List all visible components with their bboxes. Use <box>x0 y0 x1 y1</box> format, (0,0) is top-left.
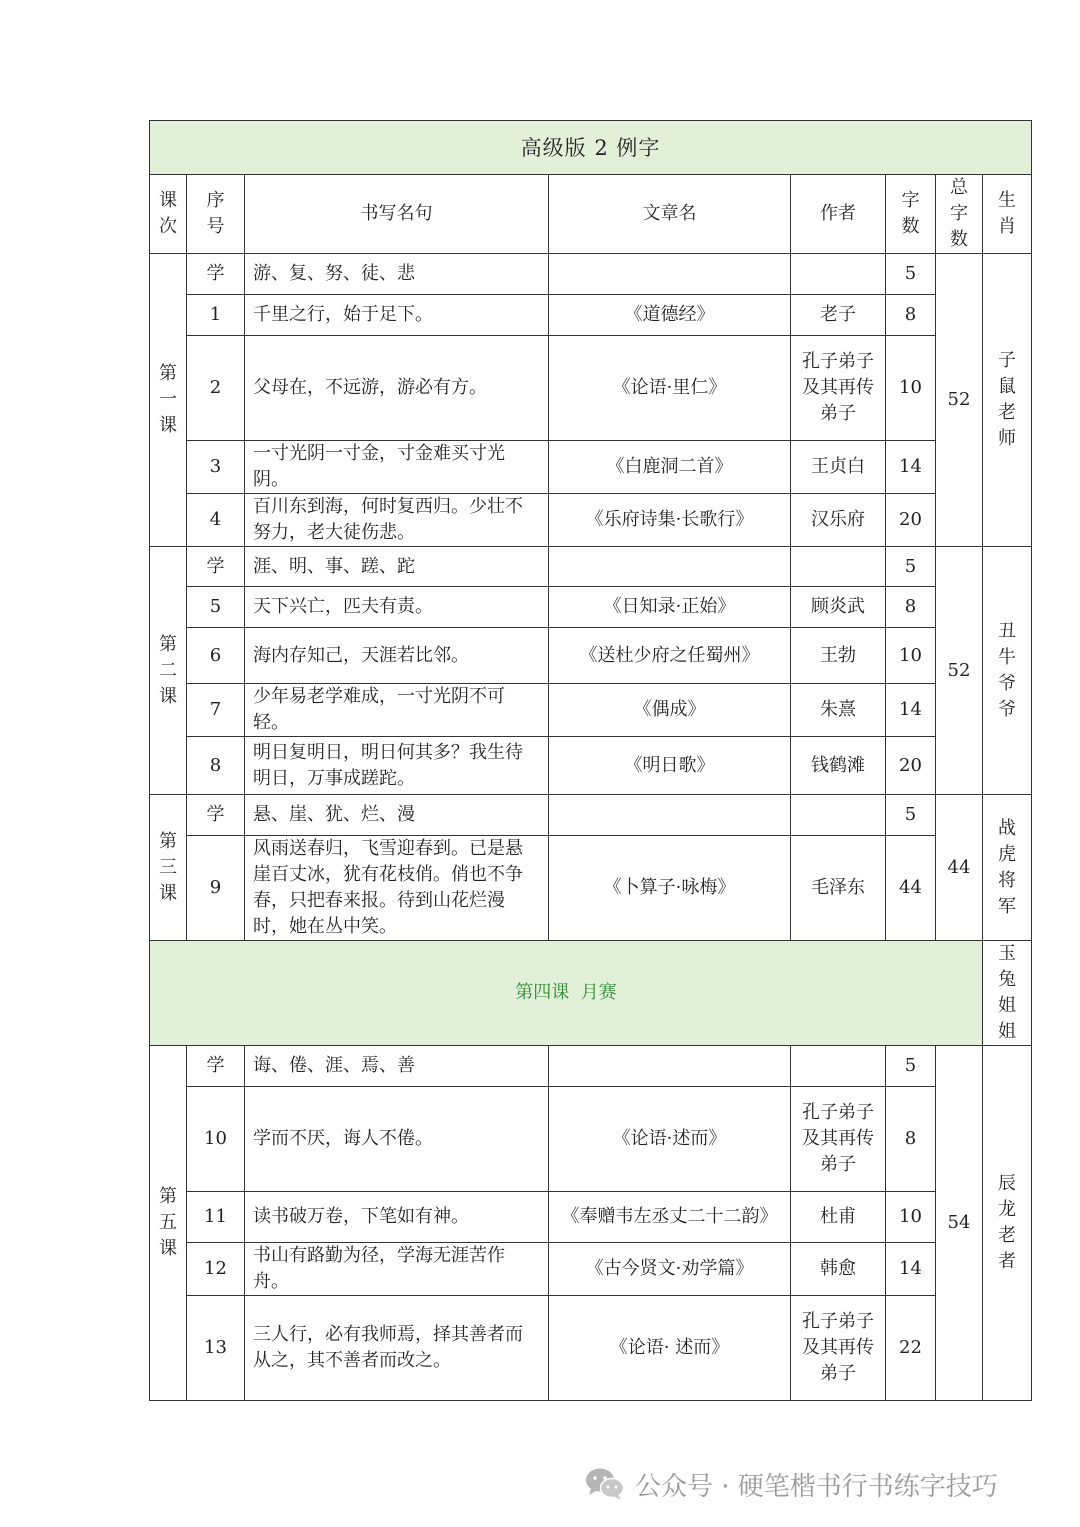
seq-cell: 8 <box>187 737 245 795</box>
table-row <box>150 684 1032 737</box>
count-cell: 10 <box>886 628 936 684</box>
article-cell: 《乐府诗集·长歌行》 <box>549 494 791 547</box>
article-cell <box>549 547 791 587</box>
table-row <box>150 254 1032 295</box>
table-row <box>150 836 1032 941</box>
count-cell: 44 <box>886 836 936 941</box>
seq-cell: 12 <box>187 1243 245 1296</box>
table-row <box>150 628 1032 684</box>
table-row <box>150 494 1032 547</box>
count-cell: 10 <box>886 1192 936 1243</box>
header-seq: 序号 <box>187 175 245 254</box>
seq-cell: 13 <box>187 1296 245 1401</box>
article-cell: 《偶成》 <box>549 684 791 737</box>
sentence-cell: 涯、明、事、蹉、跎 <box>245 547 549 587</box>
count-cell: 14 <box>886 684 936 737</box>
count-cell: 8 <box>886 1087 936 1192</box>
wechat-icon <box>585 1467 625 1501</box>
table-row <box>150 547 1032 587</box>
sentence-cell: 三人行，必有我师焉，择其善者而从之，其不善者而改之。 <box>245 1296 549 1401</box>
article-cell: 《论语·述而》 <box>549 1087 791 1192</box>
author-cell: 汉乐府 <box>791 494 886 547</box>
count-cell: 8 <box>886 295 936 336</box>
article-cell <box>549 1046 791 1087</box>
article-cell: 《卜算子·咏梅》 <box>549 836 791 941</box>
article-cell: 《白鹿洞二首》 <box>549 441 791 494</box>
count-cell: 5 <box>886 795 936 836</box>
header-lesson: 课次 <box>150 175 187 254</box>
count-cell: 10 <box>886 336 936 441</box>
count-cell: 5 <box>886 254 936 295</box>
count-cell: 22 <box>886 1296 936 1401</box>
header-author: 作者 <box>791 175 886 254</box>
author-cell: 杜甫 <box>791 1192 886 1243</box>
sentence-cell: 读书破万卷，下笔如有神。 <box>245 1192 549 1243</box>
author-cell <box>791 547 886 587</box>
table-row <box>150 1296 1032 1401</box>
article-cell: 《论语·里仁》 <box>549 336 791 441</box>
sentence-cell: 少年易老学难成，一寸光阴不可轻。 <box>245 684 549 737</box>
author-cell: 老子 <box>791 295 886 336</box>
monthly-contest-label: 第四课 月赛 <box>150 941 983 1046</box>
article-cell: 《古今贤文·劝学篇》 <box>549 1243 791 1296</box>
article-cell <box>549 254 791 295</box>
seq-cell: 6 <box>187 628 245 684</box>
author-cell: 毛泽东 <box>791 836 886 941</box>
seq-cell: 3 <box>187 441 245 494</box>
article-cell: 《送杜少府之任蜀州》 <box>549 628 791 684</box>
lesson-total: 52 <box>936 547 983 795</box>
lesson-zodiac: 丑牛爷爷 <box>983 547 1032 795</box>
seq-cell: 学 <box>187 795 245 836</box>
author-cell <box>791 254 886 295</box>
lesson-total: 54 <box>936 1046 983 1401</box>
count-cell: 5 <box>886 547 936 587</box>
watermark-text: 公众号 · 硬笔楷书行书练字技巧 <box>635 1471 998 1502</box>
lesson-name: 第一课 <box>150 254 187 547</box>
sentence-cell: 悬、崖、犹、烂、漫 <box>245 795 549 836</box>
author-cell: 朱熹 <box>791 684 886 737</box>
author-cell: 顾炎武 <box>791 587 886 628</box>
count-cell: 14 <box>886 441 936 494</box>
lesson-zodiac: 子鼠老师 <box>983 254 1032 547</box>
sentence-cell: 游、复、努、徒、悲 <box>245 254 549 295</box>
lesson-total: 44 <box>936 795 983 941</box>
seq-cell: 9 <box>187 836 245 941</box>
article-cell: 《论语· 述而》 <box>549 1296 791 1401</box>
monthly-zodiac: 玉兔姐姐 <box>983 941 1032 1046</box>
table-row <box>150 795 1032 836</box>
header-zodiac: 生肖 <box>983 175 1032 254</box>
lesson-zodiac: 战虎将军 <box>983 795 1032 941</box>
count-cell: 20 <box>886 494 936 547</box>
author-cell: 韩愈 <box>791 1243 886 1296</box>
author-cell: 孔子弟子及其再传弟子 <box>791 1296 886 1401</box>
seq-cell: 1 <box>187 295 245 336</box>
table-row <box>150 441 1032 494</box>
lesson-name: 第三课 <box>150 795 187 941</box>
seq-cell: 学 <box>187 547 245 587</box>
sentence-cell: 天下兴亡，匹夫有责。 <box>245 587 549 628</box>
sentence-cell: 学而不厌，诲人不倦。 <box>245 1087 549 1192</box>
example-characters-table <box>149 120 1032 1401</box>
author-cell <box>791 795 886 836</box>
seq-cell: 2 <box>187 336 245 441</box>
seq-cell: 7 <box>187 684 245 737</box>
seq-cell: 学 <box>187 1046 245 1087</box>
sentence-cell: 书山有路勤为径，学海无涯苦作舟。 <box>245 1243 549 1296</box>
lesson-name: 第五课 <box>150 1046 187 1401</box>
table-row <box>150 1192 1032 1243</box>
article-cell: 《奉赠韦左丞丈二十二韵》 <box>549 1192 791 1243</box>
count-cell: 5 <box>886 1046 936 1087</box>
count-cell: 8 <box>886 587 936 628</box>
author-cell: 孔子弟子及其再传弟子 <box>791 336 886 441</box>
header-sentence: 书写名句 <box>245 175 549 254</box>
lesson-name: 第二课 <box>150 547 187 795</box>
lesson-zodiac: 辰龙老者 <box>983 1046 1032 1401</box>
table-row <box>150 1243 1032 1296</box>
author-cell: 王勃 <box>791 628 886 684</box>
author-cell: 钱鹤滩 <box>791 737 886 795</box>
sentence-cell: 千里之行，始于足下。 <box>245 295 549 336</box>
lesson-total: 52 <box>936 254 983 547</box>
sentence-cell: 明日复明日，明日何其多？我生待明日，万事成蹉跎。 <box>245 737 549 795</box>
watermark <box>585 1462 998 1506</box>
sentence-cell: 一寸光阴一寸金，寸金难买寸光阴。 <box>245 441 549 494</box>
seq-cell: 学 <box>187 254 245 295</box>
table-row <box>150 1087 1032 1192</box>
sentence-cell: 诲、倦、涯、焉、善 <box>245 1046 549 1087</box>
count-cell: 14 <box>886 1243 936 1296</box>
table-row <box>150 587 1032 628</box>
sentence-cell: 海内存知己，天涯若比邻。 <box>245 628 549 684</box>
table-row <box>150 1046 1032 1087</box>
article-cell: 《日知录·正始》 <box>549 587 791 628</box>
table-row <box>150 336 1032 441</box>
header-article: 文章名 <box>549 175 791 254</box>
header-total: 总字数 <box>936 175 983 254</box>
author-cell: 王贞白 <box>791 441 886 494</box>
count-cell: 20 <box>886 737 936 795</box>
seq-cell: 11 <box>187 1192 245 1243</box>
author-cell <box>791 1046 886 1087</box>
monthly-row <box>150 941 1032 1046</box>
table-title: 高级版 2 例字 <box>150 121 1032 175</box>
header-row <box>150 175 1032 254</box>
sentence-cell: 父母在，不远游，游必有方。 <box>245 336 549 441</box>
seq-cell: 10 <box>187 1087 245 1192</box>
article-cell <box>549 795 791 836</box>
article-cell: 《明日歌》 <box>549 737 791 795</box>
seq-cell: 5 <box>187 587 245 628</box>
seq-cell: 4 <box>187 494 245 547</box>
article-cell: 《道德经》 <box>549 295 791 336</box>
table-row <box>150 737 1032 795</box>
sentence-cell: 风雨送春归，飞雪迎春到。已是悬崖百丈冰，犹有花枝俏。俏也不争春，只把春来报。待到山花烂漫时，她在丛中笑。 <box>245 836 549 941</box>
sentence-cell: 百川东到海，何时复西归。少壮不努力，老大徒伤悲。 <box>245 494 549 547</box>
header-count: 字数 <box>886 175 936 254</box>
author-cell: 孔子弟子及其再传弟子 <box>791 1087 886 1192</box>
table-row <box>150 295 1032 336</box>
